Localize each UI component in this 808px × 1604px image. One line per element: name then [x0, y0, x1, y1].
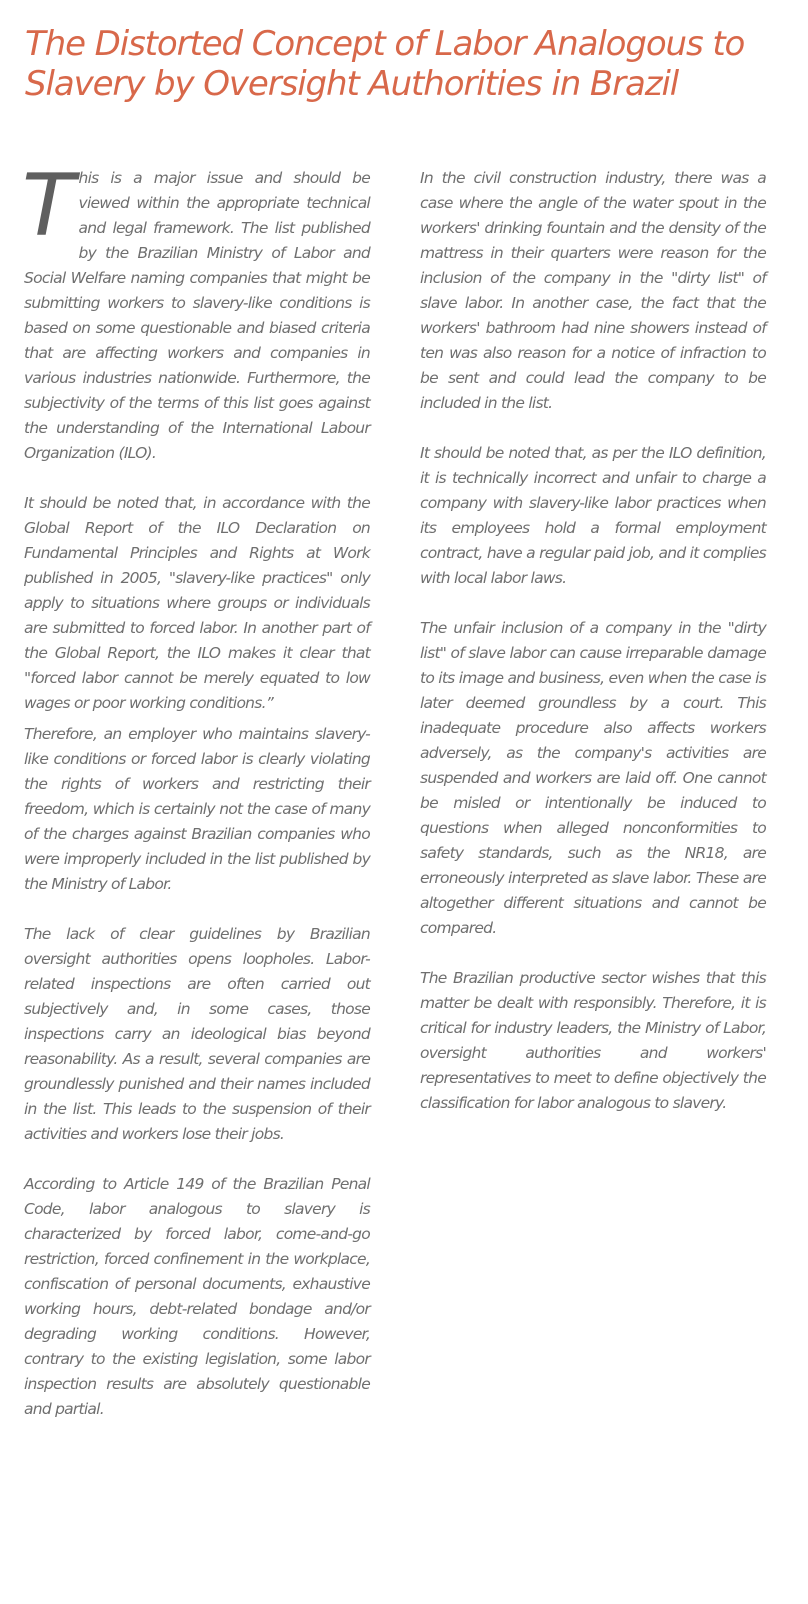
paragraph-ilo-global-report: It should be noted that, in accordance with the Global Report of the ILO Declaration on Fundamental Principles and Rights at Work published in 2005, "slavery-like practices" only apply to situations where groups or individuals are submitted to forced labor. In another part of the Global Report, the ILO makes it clear that "forced labor cannot be merely equated to low wages or poor working conditions.”: [24, 494, 370, 712]
drop-cap: T: [22, 156, 75, 256]
paragraph-article-149: According to Article 149 of the Brazilian Penal Code, labor analogous to slavery is characterized by forced labor, come-and-go restriction, forced confinement in the workplace, confiscation of personal documents, exhaustive working hours, debt-related bondage and/or degrading working conditions. However, contrary to the existing legislation, some labor inspection results are absolutely questionable and partial.: [24, 1175, 370, 1418]
paragraph-intro-text: his is a major issue and should be viewed within the appropriate technical and legal framework. The list published by the Brazilian Ministry of Labor and Social Welfare naming companies that might be submitting workers to slavery-like conditions is based on some questionable and biased criteria that are affecting workers and companies in various industries nationwide. Furthermore, the subjectivity of the terms of this list goes against the understanding of the International Labour Organization (ILO).: [24, 169, 370, 462]
paragraph-lack-of-guidelines: The lack of clear guidelines by Brazilian oversight authorities opens loopholes. Labor-related inspections are often carried out subjectively and, in some cases, those inspections carry an ideological bias beyond reasonability. As a result, several companies are groundlessly punished and their names included in the list. This leads to the suspension of their activities and workers lose their jobs.: [24, 925, 370, 1143]
article-title: The Distorted Concept of Labor Analogous to Slavery by Oversight Authorities in Brazil: [25, 24, 745, 104]
paragraph-ilo-definition: It should be noted that, as per the ILO definition, it is technically incorrect and unfair to charge a company with slavery-like labor practices when its employees hold a formal employment contract, have a regular paid job, and it complies with local labor laws.: [420, 444, 766, 587]
right-column: [420, 166, 766, 1141]
paragraph-employer-violation: Therefore, an employer who maintains slavery-like conditions or forced labor is clearly violating the rights of workers and restricting their freedom, which is certainly not the case of many of the charges against Brazilian companies who were improperly included in the list published by the Ministry of Labor.: [24, 725, 370, 893]
left-column: [22, 156, 370, 1447]
paragraph-intro: [22, 156, 370, 466]
paragraph-unfair-inclusion: The unfair inclusion of a company in the "dirty list" of slave labor can cause irreparable damage to its image and business, even when the case is later deemed groundless by a court. This inadequate procedure also affects workers adversely, as the company's activities are suspended and workers are laid off. One cannot be misled or intentionally be induced to questions when alleged nonconformities to safety standards, such as the NR18, are erroneously interpreted as slave labor. These are altogether different situations and cannot be compared.: [420, 619, 766, 937]
paragraph-productive-sector: The Brazilian productive sector wishes that this matter be dealt with responsibly. Therefore, it is critical for industry leaders, the Ministry of Labor, oversight authorities and workers' representatives to meet to define objectively the classification for labor analogous to slavery.: [420, 969, 766, 1112]
paragraph-civil-construction: In the civil construction industry, there was a case where the angle of the water spout in the workers' drinking fountain and the density of the mattress in their quarters were reason for the inclusion of the company in the "dirty list" of slave labor. In another case, the fact that the workers' bathroom had nine showers instead of ten was also reason for a notice of infraction to be sent and could lead the company to be included in the list.: [420, 169, 766, 412]
